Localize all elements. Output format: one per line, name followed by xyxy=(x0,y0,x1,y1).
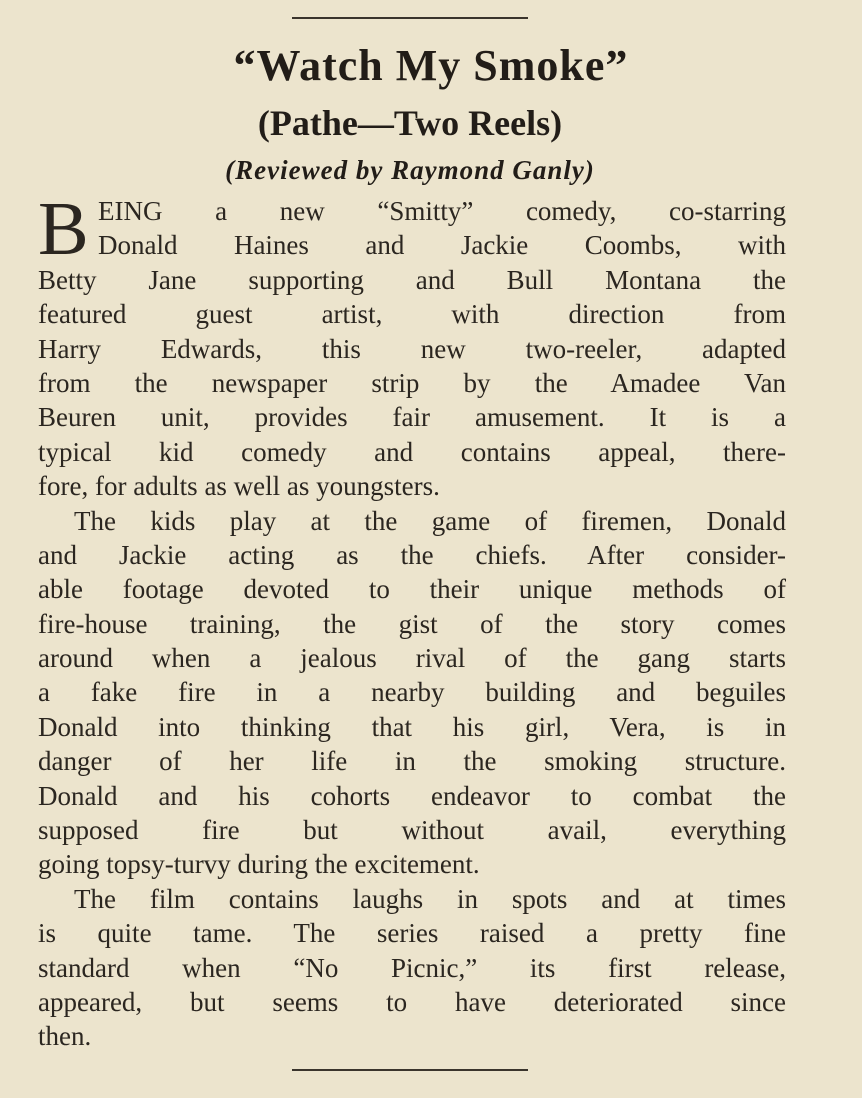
top-rule xyxy=(292,17,528,19)
body-line: danger of her life in the smoking structure. xyxy=(38,746,786,777)
body-line: then. xyxy=(38,1021,92,1052)
body-line: Donald Haines and Jackie Coombs, with xyxy=(98,230,786,261)
drop-cap: B xyxy=(38,187,89,271)
body-line: EING a new “Smitty” comedy, co-starring xyxy=(98,196,786,226)
body-line: going topsy-turvy during the excitement. xyxy=(38,849,480,880)
body-line: Donald and his cohorts endeavor to combat the xyxy=(38,780,786,811)
body-line: featured guest artist, with direction from xyxy=(38,299,786,330)
review-subtitle: (Pathe—Two Reels) xyxy=(257,103,563,143)
review-body xyxy=(38,187,786,1054)
body-line: supposed fire but without avail, everything xyxy=(38,815,786,846)
reviewer-byline: (Reviewed by Raymond Ganly) xyxy=(225,155,595,185)
body-line: Beuren unit, provides fair amusement. It is a xyxy=(38,402,786,433)
body-line: typical kid comedy and contains appeal, there- xyxy=(38,436,786,467)
body-line: and Jackie acting as the chiefs. After consider- xyxy=(38,539,786,570)
body-line: fire-house training, the gist of the story comes xyxy=(38,608,786,639)
body-line: Harry Edwards, this new two-reeler, adapted xyxy=(38,333,786,364)
body-line: from the newspaper strip by the Amadee Van xyxy=(38,367,786,398)
body-line: is quite tame. The series raised a pretty fine xyxy=(38,918,786,949)
body-line: able footage devoted to their unique methods of xyxy=(38,574,786,605)
review-title: “Watch My Smoke” xyxy=(233,41,629,90)
body-line: Betty Jane supporting and Bull Montana the xyxy=(38,264,786,295)
body-line: The film contains laughs in spots and at times xyxy=(74,883,786,914)
body-line: Donald into thinking that his girl, Vera, is in xyxy=(38,711,786,742)
body-line: around when a jealous rival of the gang starts xyxy=(38,643,786,674)
body-line: appeared, but seems to have deteriorated since xyxy=(38,986,786,1017)
body-line: standard when “No Picnic,” its first release, xyxy=(38,952,786,983)
body-line: a fake fire in a nearby building and beguiles xyxy=(38,677,786,708)
bottom-rule xyxy=(292,1069,528,1071)
body-line: The kids play at the game of firemen, Donald xyxy=(74,505,786,536)
body-line: fore, for adults as well as youngsters. xyxy=(38,471,440,502)
